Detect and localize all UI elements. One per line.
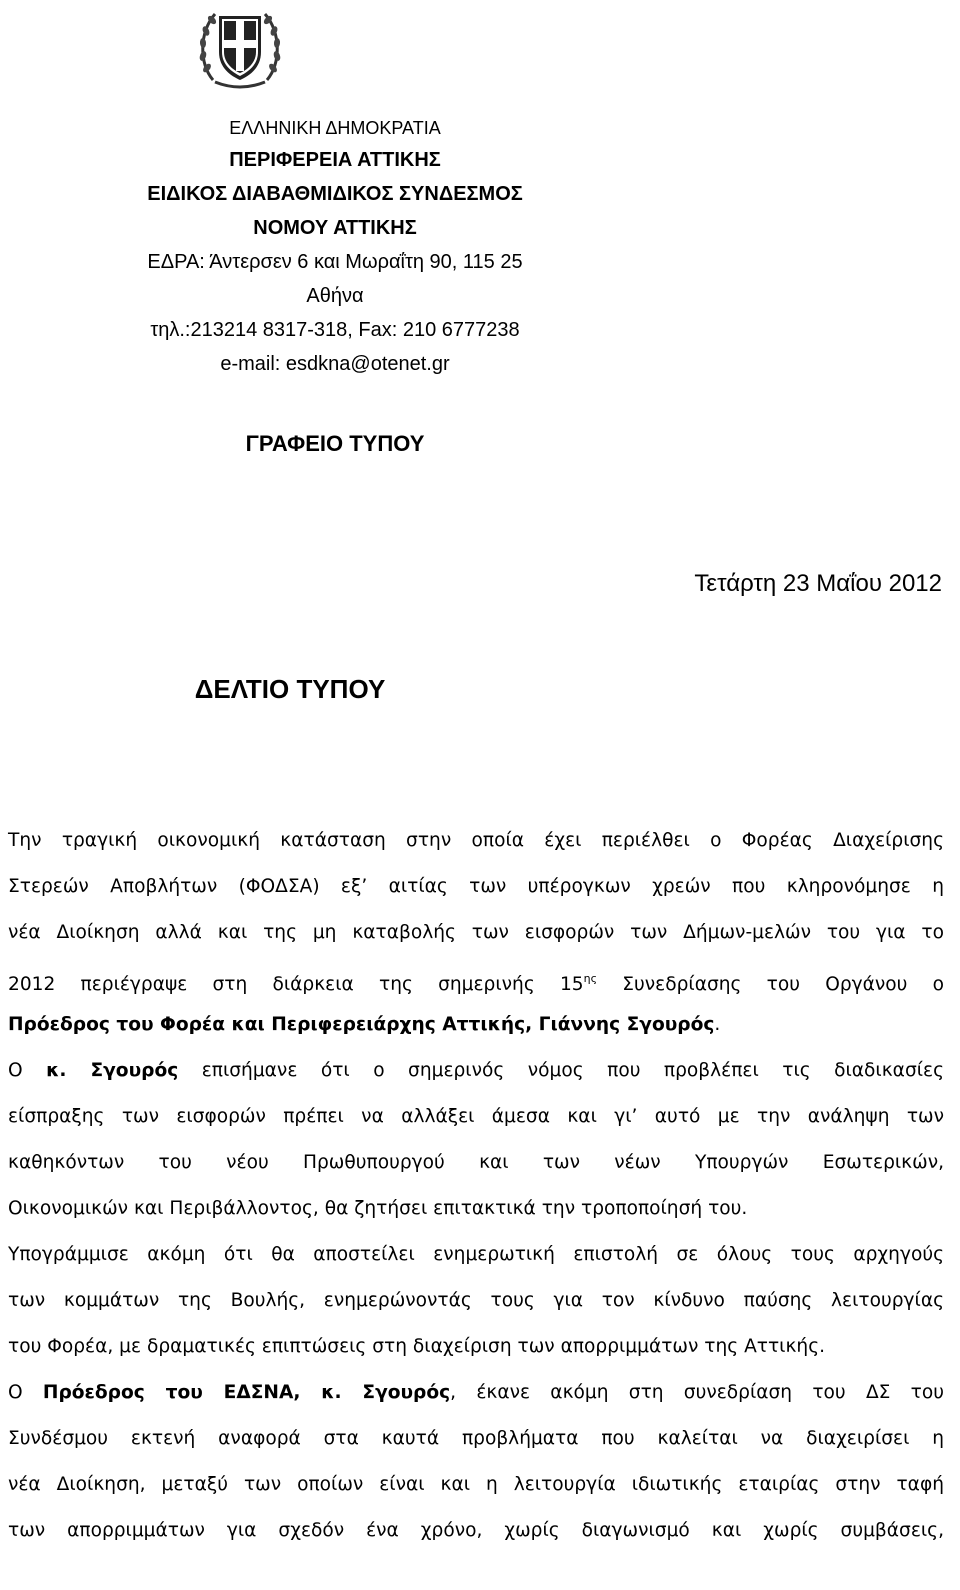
text-run: Συνεδρίασης του Οργάνου ο xyxy=(597,974,945,995)
region-name: ΠΕΡΙΦΕΡΕΙΑ ΑΤΤΙΚΗΣ xyxy=(229,149,441,171)
address: ΕΔΡΑ: Άντερσεν 6 και Μωραΐτη 90, 115 25 xyxy=(147,251,523,273)
text-line: Στερεών Αποβλήτων (ΦΟΔΣΑ) εξ’ αιτίας των υπέρογκων χρεών που κληρονόμησε η xyxy=(8,876,944,897)
text-run: , έκανε ακόμη στη συνεδρίαση του ΔΣ του xyxy=(450,1382,944,1403)
bold-name: κ. Σγουρός xyxy=(46,1060,179,1081)
text-line: καθηκόντων του νέου Πρωθυπουργού και των νέων Υπουργών Εσωτερικών, xyxy=(8,1152,944,1173)
association-name: ΕΙΔΙΚΟΣ ΔΙΑΒΑΘΜΙΔΙΚΟΣ ΣΥΝΔΕΣΜΟΣ xyxy=(147,183,523,205)
text-line: των απορριμμάτων για σχεδόν ένα χρόνο, χωρίς διαγωνισμό και χωρίς συμβάσεις, xyxy=(8,1520,944,1541)
phone-fax: τηλ.:213214 8317-318, Fax: 210 6777238 xyxy=(150,319,520,341)
text-line xyxy=(8,956,944,1002)
text-line: Οικονομικών και Περιβάλλοντος, θα ζητήσει επιτακτικά την τροποποίησή του. xyxy=(8,1198,748,1219)
press-office-label: ΓΡΑΦΕΙΟ ΤΥΠΟΥ xyxy=(245,431,425,456)
paragraph-4 xyxy=(8,1370,944,1554)
text-line: Συνδέσμου εκτενή αναφορά στα καυτά προβλήματα που καλείται να διαχειρίσει η xyxy=(8,1428,944,1449)
city: Αθήνα xyxy=(306,285,364,307)
text-line: των κομμάτων της Βουλής, ενημερώνοντάς τους για τον κίνδυνο παύσης λειτουργίας xyxy=(8,1290,944,1311)
email: e-mail: esdkna@otenet.gr xyxy=(220,353,450,375)
text-run: Ο xyxy=(8,1060,47,1081)
bold-name: Πρόεδρος του ΕΔΣΝΑ, κ. Σγουρός xyxy=(42,1382,451,1403)
text-run: Ο xyxy=(8,1382,43,1403)
issuer-header xyxy=(0,113,670,461)
text-run: επισήμανε ότι ο σημερινός νόμος που προβλέπει τις διαδικασίες xyxy=(178,1060,944,1081)
release-date: Τετάρτη 23 Μαΐου 2012 xyxy=(694,570,942,597)
text-line xyxy=(8,1048,944,1094)
press-release-body xyxy=(8,818,944,1554)
text-run: 2012 περιέγραψε στη διάρκεια της σημερινής 15 xyxy=(8,974,584,995)
text-line: του Φορέα, με δραματικές επιπτώσεις στη διαχείριση των απορριμμάτων της Αττικής. xyxy=(8,1336,826,1357)
ordinal-suffix: ης xyxy=(583,972,598,985)
president-name: Πρόεδρος του Φορέα και Περιφερειάρχης Αττικής, Γιάννης Σγουρός xyxy=(8,1014,715,1035)
text-line: Την τραγική οικονομική κατάσταση στην οποία έχει περιέλθει ο Φορέας Διαχείρισης xyxy=(8,830,944,851)
text-line: νέα Διοίκηση, μεταξύ των οποίων είναι και η λειτουργία ιδιωτικής εταιρίας στην ταφή xyxy=(8,1474,944,1495)
text-line: νέα Διοίκηση αλλά και της μη καταβολής των εισφορών των Δήμων-μελών του για το xyxy=(8,922,944,943)
paragraph-2 xyxy=(8,1048,944,1232)
text-run: . xyxy=(714,1014,721,1035)
text-line xyxy=(8,1370,944,1416)
text-line: είσπραξης των εισφορών πρέπει να αλλάξει άμεσα και γι’ αυτό με την ανάληψη των xyxy=(8,1106,944,1127)
country-name: ΕΛΛΗΝΙΚΗ ΔΗΜΟΚΡΑΤΙΑ xyxy=(229,118,441,138)
text-line xyxy=(8,1002,944,1048)
greek-coat-of-arms-icon xyxy=(193,2,287,94)
prefecture-name: ΝΟΜΟΥ ΑΤΤΙΚΗΣ xyxy=(253,217,417,239)
text-line: Υπογράμμισε ακόμη ότι θα αποστείλει ενημερωτική επιστολή σε όλους τους αρχηγούς xyxy=(8,1244,944,1265)
paragraph-1 xyxy=(8,818,944,1048)
paragraph-3 xyxy=(8,1232,944,1370)
document-title: ΔΕΛΤΙΟ ΤΥΠΟΥ xyxy=(194,674,386,704)
